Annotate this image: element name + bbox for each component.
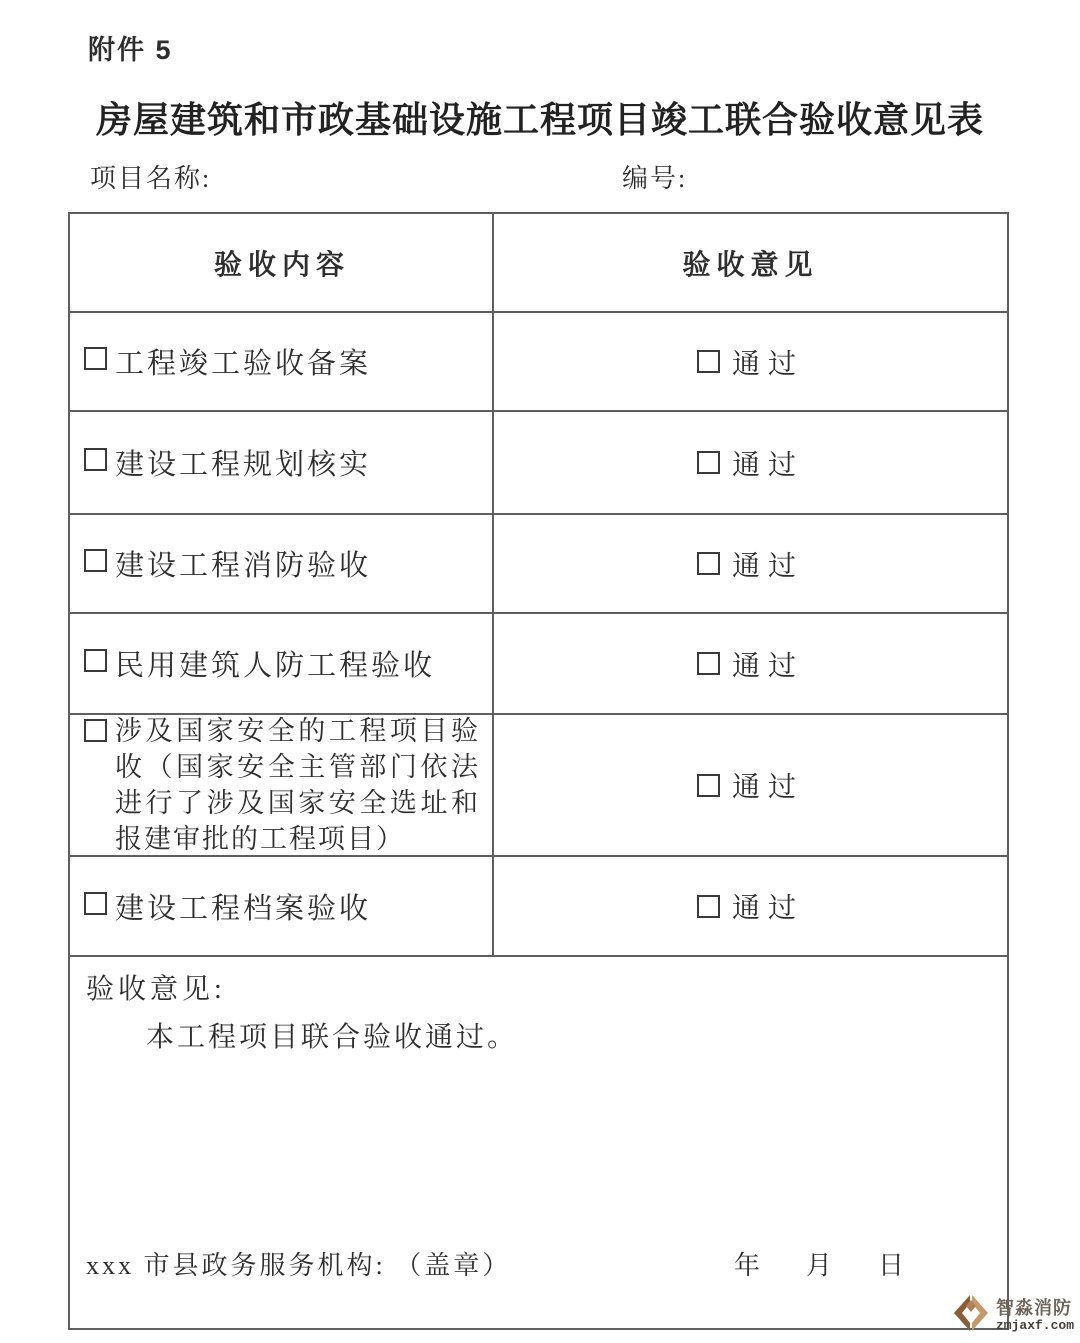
- zhimiao-logo-icon: [950, 1291, 992, 1340]
- content-checkbox-icon[interactable]: [84, 448, 107, 471]
- opinion-section: [70, 957, 1007, 1332]
- day-label: 日: [878, 1251, 905, 1280]
- watermark-url: zmjaxf.com: [996, 1317, 1075, 1333]
- table-row: [70, 412, 1007, 515]
- table-row: [70, 313, 1007, 412]
- content-checkbox-icon[interactable]: [84, 719, 107, 742]
- table-row: [70, 857, 1007, 957]
- number-label: 编号:: [622, 164, 688, 193]
- pass-label: 通过: [731, 550, 804, 582]
- table-header-row: [70, 214, 1007, 313]
- watermark-texts: [996, 1299, 1074, 1332]
- attachment-label: 附件 5: [88, 35, 173, 65]
- header-opinion-label: 验收意见: [682, 249, 819, 281]
- pass-checkbox-icon[interactable]: [697, 895, 720, 918]
- watermark-brand-name: 智淼消防: [996, 1297, 1072, 1318]
- pass-label: 通过: [731, 449, 804, 481]
- content-cell: [70, 412, 494, 513]
- content-cell: [70, 614, 494, 713]
- content-text: 工程竣工验收备案: [115, 348, 372, 380]
- table-row: [70, 715, 1007, 857]
- opinion-cell: [494, 515, 1007, 612]
- opinion-section-label: 验收意见:: [86, 974, 226, 1005]
- content-cell: [70, 715, 494, 855]
- pass-checkbox-icon[interactable]: [697, 774, 720, 797]
- content-checkbox-icon[interactable]: [84, 347, 107, 370]
- year-label: 年: [734, 1251, 761, 1280]
- pass-checkbox-icon[interactable]: [697, 552, 720, 575]
- header-opinion-cell: [494, 214, 1007, 311]
- agency-seal-label: xxx 市县政务服务机构: （盖章）: [86, 1251, 512, 1280]
- signature-row: [86, 1245, 991, 1285]
- content-cell: [70, 313, 494, 410]
- pass-label: 通过: [731, 893, 804, 924]
- content-cell: [70, 515, 494, 612]
- date-fields: [734, 1245, 904, 1282]
- header-content-label: 验收内容: [213, 249, 350, 281]
- pass-label: 通过: [731, 772, 804, 803]
- pass-checkbox-icon[interactable]: [697, 652, 720, 675]
- acceptance-table: [68, 212, 1009, 1330]
- header-content-cell: [70, 214, 494, 311]
- content-text: 建设工程消防验收: [115, 550, 372, 582]
- page-title: 房屋建筑和市政基础设施工程项目竣工联合验收意见表: [95, 99, 984, 140]
- pass-checkbox-icon[interactable]: [697, 350, 720, 373]
- content-text: 涉及国家安全的工程项目验收（国家安全主管部门依法进行了涉及国家安全选址和报建审批的工程项目）: [115, 716, 480, 854]
- table-row: [70, 614, 1007, 715]
- content-checkbox-icon[interactable]: [84, 549, 107, 572]
- content-cell: [70, 857, 494, 955]
- opinion-cell: [494, 614, 1007, 713]
- content-checkbox-icon[interactable]: [84, 892, 107, 915]
- content-text: 建设工程规划核实: [115, 449, 372, 481]
- opinion-section-text: 本工程项目联合验收通过。: [146, 1022, 519, 1053]
- pass-checkbox-icon[interactable]: [697, 451, 720, 474]
- opinion-cell: [494, 715, 1007, 855]
- project-name-label: 项目名称:: [90, 164, 212, 193]
- opinion-cell: [494, 412, 1007, 513]
- content-text: 建设工程档案验收: [115, 892, 372, 925]
- content-text: 民用建筑人防工程验收: [115, 650, 436, 682]
- meta-row: [0, 158, 1080, 194]
- watermark: [950, 1290, 1078, 1340]
- pass-label: 通过: [731, 348, 804, 380]
- opinion-cell: [494, 857, 1007, 955]
- opinion-cell: [494, 313, 1007, 410]
- content-checkbox-icon[interactable]: [84, 649, 107, 672]
- pass-label: 通过: [731, 650, 804, 682]
- month-label: 月: [806, 1251, 833, 1280]
- table-row: [70, 515, 1007, 614]
